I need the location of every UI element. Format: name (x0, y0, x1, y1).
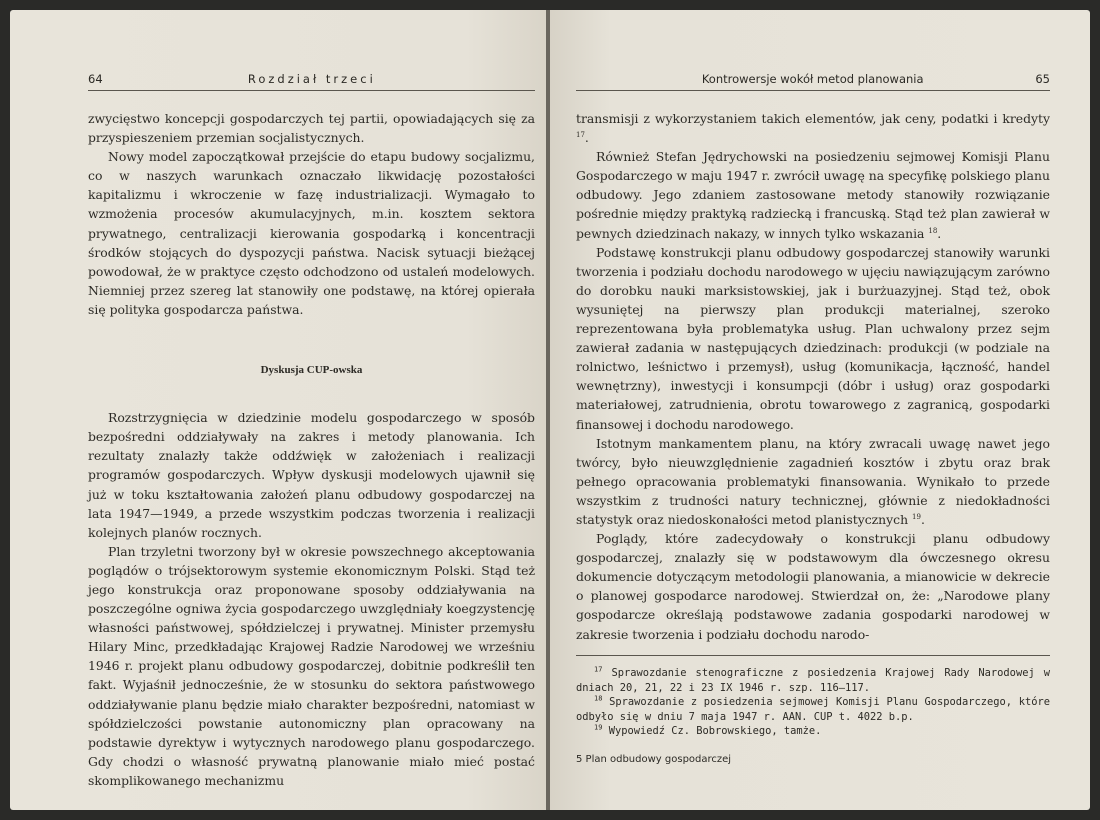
footnote-ref[interactable]: 19 (912, 512, 921, 521)
book-gutter (546, 10, 550, 810)
page-number: 64 (88, 72, 103, 86)
running-head: Kontrowersje wokół metod planowania (701, 72, 924, 86)
left-page-header (88, 68, 535, 91)
right-page (546, 10, 1090, 810)
page-number: 65 (1035, 72, 1050, 86)
paragraph: Istotnym mankamentem planu, na który zwracali uwagę nawet jego twórcy, było nieuwzględnienie zagadnień kosztów i zbytu oraz brak pełnego opracowania problematyki finansowania. Wynikało to przede wszystkim z trudności natury technicznej, głównie z niedokładności statystyk oraz niedoskonałości metod planistycznych $^{19}$. (576, 435, 1050, 527)
printer-signature: 5 Plan odbudowy gospodarczej (576, 754, 732, 765)
paragraph: zwycięstwo koncepcji gospodarczych tej partii, opowiadających się za przyspieszeniem przemian socjalistycznych. (88, 111, 535, 146)
footnote: $^{19}$ Wypowiedź Cz. Bobrowskiego, tamże. (594, 723, 822, 738)
left-page (10, 10, 546, 810)
paragraph: Rozstrzygnięcia w dziedzinie modelu gospodarczego w sposób bezpośredni oddziaływały na zakres i metody planowania. Ich rezultaty znalazły także oddźwięk w założeniach i realizacji programów gospodarczych. Wpływ dyskusji modelowych ujawnił się już w toku kształtowania założeń planu odbudowy gospodarczej na lata 1947—1949, a przede wszystkim podczas tworzenia i realizacji kolejnych planów rocznych. (88, 410, 535, 540)
book-spread (10, 10, 1090, 810)
right-page-body (576, 109, 1050, 644)
paragraph: Nowy model zapoczątkował przejście do etapu budowy socjalizmu, co w naszych warunkach oznaczało likwidację pozostałości kapitalizmu i wkroczenie w fazę industrializacji. Wymagało to wzmożenia procesów akumulacyjnych, m.in. kosztem sektora prywatnego, centralizacji kierowania gospodarką i koncentracji środków stojących do dyspozycji państwa. Nacisk sytuacji bieżącej powodował, że w praktyce często odchodzono od ustaleń modelowych. Niemniej przez szereg lat stanowiły one podstawę, na której opierała się polityka gospodarcza państwa. (88, 149, 535, 317)
section-heading: Dyskusja CUP-owska (260, 364, 363, 377)
left-page-body (88, 109, 535, 790)
footnote: $^{17}$ Sprawozdanie stenograficzne z posiedzenia Krajowej Rady Narodowej w dniach 20, 21, 22 i 23 IX 1946 r. szp. 116—117. (576, 665, 1050, 694)
right-page-header (576, 68, 1050, 91)
footnote-ref[interactable]: 17 (576, 130, 585, 139)
footnote: $^{18}$ Sprawozdanie z posiedzenia sejmowej Komisji Planu Gospodarczego, które odbyło się w dniu 7 maja 1947 r. AAN. CUP t. 4022 b.p. (576, 694, 1050, 723)
paragraph: transmisji z wykorzystaniem takich elementów, jak ceny, podatki i kredyty $^{17}$. (576, 111, 1050, 146)
footnote-ref[interactable]: 18 (928, 226, 938, 235)
paragraph: Plan trzyletni tworzony był w okresie powszechnego akceptowania poglądów o trójsektorowym systemie ekonomicznym Polski. Stąd też jego konstrukcja oraz proponowane sposoby oddziaływania na poszczególne ogniwa życia gospodarczego uwzględniały koegzystencję własności państwowej, spółdzielczej i prywatnej. Minister przemysłu Hilary Minc, przedkładając Krajowej Radzie Narodowej we wrześniu 1946 r. projekt planu odbudowy gospodarczej, dobitnie podkreślił ten fakt. Wyjaśnił jednocześnie, że w stosunku do sektora państwowego oddziaływanie planu będzie miało charakter bezpośredni, natomiast w spółdzielczości powstanie autonomiczny plan opracowany na podstawie dyrektyw i wytycznych narodowego planu gospodarczego. Gdy chodzi o własność prywatną planowanie miało mieć postać skomplikowanego mechanizmu (88, 543, 535, 788)
paragraph: Również Stefan Jędrychowski na posiedzeniu sejmowej Komisji Planu Gospodarczego w maju 1947 r. zwrócił uwagę na specyfikę polskiego planu odbudowy. Jego zdaniem zastosowane metody stanowiły rozwiązanie pośrednie między praktyką radziecką i francuską. Stąd też plan zawierał w pewnych dziedzinach nakazy, w innych tylko wskazania $^{18}$. (576, 149, 1050, 241)
paragraph: Podstawę konstrukcji planu odbudowy gospodarczej stanowiły warunki tworzenia i podziału dochodu narodowego w ujęciu nawiązującym zarówno do dorobku nauki marksistowskiej, jak i burżuazyjnej. Stąd też, obok wysuniętej na pierwszy plan produkcji materialnej, szeroko reprezentowana była problematyka usług. Plan uchwalony przez sejm zawierał zadania w następujących dziedzinach: produkcji (w podziale na rolnictwo, leśnictwo i przemysł), usług (komunikacja, łączność, handel wewnętrzny), inwestycji i konsumpcji (dóbr i usług) oraz gospodarki materiałowej, zatrudnienia, obrotu towarowego z zagranicą, gospodarki finansowej i dochodu narodowego. (576, 244, 1050, 432)
paragraph: Poglądy, które zadecydowały o konstrukcji planu odbudowy gospodarczej, znalazły się w podstawowym dla ówczesnego okresu dokumencie dotyczącym metodologii planowania, a mianowicie w dekrecie o planowej gospodarce narodowej. Stwierdzał on, że: „Narodowe plany gospodarcze określają podstawowe zadania gospodarki narodowej w zakresie tworzenia i podziału dochodu narodo- (576, 531, 1050, 642)
running-head: Rozdział trzeci (247, 72, 376, 86)
footnotes (576, 655, 1050, 739)
